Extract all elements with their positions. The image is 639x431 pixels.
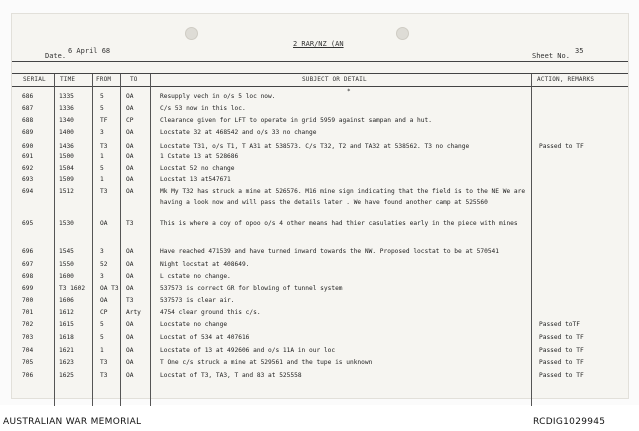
table-row — [12, 271, 628, 282]
from-cell: T3 — [100, 143, 108, 150]
to-cell: OA — [126, 334, 134, 341]
from-cell: T3 — [100, 188, 108, 195]
sheet-value: 35 — [575, 47, 584, 55]
column-header-time: TIME — [60, 76, 76, 83]
punch-hole-right — [396, 27, 409, 40]
action-cell: Passed toTF — [539, 321, 580, 328]
serial-cell: 697 — [22, 261, 34, 268]
serial-cell: 700 — [22, 297, 34, 304]
time-cell: T3 1602 — [59, 285, 86, 292]
subject-cell: T One c/s struck a mine at 529561 and the tupe is unknown — [160, 359, 373, 366]
table-row — [12, 127, 628, 138]
time-cell: 1500 — [59, 153, 74, 160]
to-cell: OA — [126, 176, 134, 183]
table-row — [12, 332, 628, 343]
from-cell: OA — [100, 297, 108, 304]
table-row — [12, 345, 628, 356]
table-row — [12, 151, 628, 162]
to-cell: OA — [126, 143, 134, 150]
subject-cell: Have reached 471539 and have turned inward towards the NW. Proposed locstat to be at 570541 — [160, 248, 499, 255]
serial-cell: 691 — [22, 153, 34, 160]
subject-cell: Locstat of T3, TA3, T and 83 at 525558 — [160, 372, 302, 379]
action-cell: Passed to TF — [539, 334, 584, 341]
serial-cell: 695 — [22, 220, 34, 227]
time-cell: 1550 — [59, 261, 74, 268]
column-header-to: TO — [130, 76, 138, 83]
from-cell: OA T3 — [100, 285, 119, 292]
from-cell: 5 — [100, 321, 104, 328]
serial-cell: 699 — [22, 285, 34, 292]
to-cell: Arty — [126, 309, 141, 316]
time-cell: 1336 — [59, 105, 74, 112]
table-row — [12, 295, 628, 306]
archive-credit: AUSTRALIAN WAR MEMORIAL — [3, 417, 142, 427]
column-header-serial: SERIAL — [23, 76, 46, 83]
to-cell: OA — [126, 165, 134, 172]
subject-cell: Locstate T31, o/s T1, T A31 at 538573. C/s T32, T2 and TA32 at 538562. T3 no change — [160, 143, 470, 150]
from-cell: T3 — [100, 359, 108, 366]
table-row — [12, 319, 628, 330]
serial-cell: 702 — [22, 321, 34, 328]
table-row — [12, 307, 628, 318]
serial-cell: 688 — [22, 117, 34, 124]
date-value: 6 April 68 — [68, 47, 111, 55]
subject-cell: 537573 is clear air. — [160, 297, 235, 304]
to-cell: OA — [126, 372, 134, 379]
to-cell: OA — [126, 153, 134, 160]
time-cell: 1509 — [59, 176, 74, 183]
time-cell: 1512 — [59, 188, 74, 195]
serial-cell: 698 — [22, 273, 34, 280]
subject-cell: This is where a coy of opoo o/s 4 other means had thier casulaties early in the piece with mines — [160, 220, 518, 227]
action-cell: Passed to TF — [539, 143, 584, 150]
to-cell: OA — [126, 105, 134, 112]
time-cell: 1612 — [59, 309, 74, 316]
subject-cell: Locstat of 534 at 407616 — [160, 334, 250, 341]
to-cell: OA — [126, 273, 134, 280]
subject-cell: C/s 53 now in this loc. — [160, 105, 246, 112]
log-sheet — [11, 13, 629, 399]
table-row — [12, 103, 628, 114]
document-id: RCDIG1029945 — [533, 417, 606, 427]
punch-hole-left — [185, 27, 198, 40]
subject-cell: Resupply vech in o/s 5 loc now. — [160, 93, 276, 100]
serial-cell: 705 — [22, 359, 34, 366]
column-header-rule — [12, 86, 628, 87]
subject-cell: 1 Cstate 13 at 528686 — [160, 153, 239, 160]
column-header-from: FROM — [96, 76, 112, 83]
to-cell: OA — [126, 359, 134, 366]
to-cell: OA — [126, 285, 134, 292]
from-cell: 52 — [100, 261, 108, 268]
from-cell: 5 — [100, 334, 104, 341]
from-cell: 5 — [100, 105, 104, 112]
from-cell: 3 — [100, 248, 104, 255]
header-bottom-rule — [12, 73, 628, 74]
subject-cell: 537573 is correct GR for blowing of tunnel system — [160, 285, 343, 292]
to-cell: T3 — [126, 220, 134, 227]
time-cell: 1621 — [59, 347, 74, 354]
from-cell: 1 — [100, 176, 104, 183]
serial-cell: 687 — [22, 105, 34, 112]
to-cell: T3 — [126, 297, 134, 304]
time-cell: 1436 — [59, 143, 74, 150]
serial-cell: 696 — [22, 248, 34, 255]
from-cell: 3 — [100, 273, 104, 280]
table-row — [12, 186, 628, 206]
from-cell: TF — [100, 117, 108, 124]
action-cell: Passed to TF — [539, 359, 584, 366]
subject-cell: Locstate of 13 at 492606 and o/s 11A in our loc — [160, 347, 336, 354]
to-cell: CP — [126, 117, 134, 124]
date-label: Date. — [45, 52, 67, 60]
subject-cell: Locstate 32 at 468542 and o/s 33 no change — [160, 129, 317, 136]
table-row — [12, 218, 628, 229]
from-cell: T3 — [100, 372, 108, 379]
time-cell: 1335 — [59, 93, 74, 100]
subject-cell: Locstate no change — [160, 321, 228, 328]
subject-mark: * — [347, 88, 351, 95]
subject-cell: Night locstat at 408649. — [160, 261, 250, 268]
table-row — [12, 283, 628, 294]
table-row — [12, 91, 628, 102]
subject-cell: Locstat 52 no change — [160, 165, 235, 172]
to-cell: OA — [126, 347, 134, 354]
table-row — [12, 163, 628, 174]
column-header-subject: SUBJECT OR DETAIL — [302, 76, 367, 83]
serial-cell: 694 — [22, 188, 34, 195]
table-row — [12, 115, 628, 126]
action-cell: Passed to TF — [539, 347, 584, 354]
serial-cell: 689 — [22, 129, 34, 136]
time-cell: 1606 — [59, 297, 74, 304]
time-cell: 1623 — [59, 359, 74, 366]
time-cell: 1545 — [59, 248, 74, 255]
serial-cell: 693 — [22, 176, 34, 183]
subject-cell: L cstate no change. — [160, 273, 231, 280]
subject-cell: 4754 clear ground this c/s. — [160, 309, 261, 316]
table-row — [12, 174, 628, 185]
to-cell: OA — [126, 93, 134, 100]
table-row — [12, 357, 628, 368]
time-cell: 1400 — [59, 129, 74, 136]
from-cell: 3 — [100, 129, 104, 136]
serial-cell: 703 — [22, 334, 34, 341]
time-cell: 1618 — [59, 334, 74, 341]
action-cell: Passed to TF — [539, 372, 584, 379]
to-cell: OA — [126, 129, 134, 136]
sheet-label: Sheet No. — [532, 52, 570, 60]
subject-cell: Clearance given for LFT to operate in grid 5959 against sampan and a hut. — [160, 117, 432, 124]
column-header-action: ACTION, REMARKS — [537, 76, 595, 83]
from-cell: CP — [100, 309, 108, 316]
subject-cell: Mk My T32 has struck a mine at 526576. M16 mine sign indicating that the field is to the NE We are having a look now and will pass the details later . We have found another camp at 525560 — [160, 188, 526, 206]
serial-cell: 704 — [22, 347, 34, 354]
table-row — [12, 246, 628, 257]
serial-cell: 692 — [22, 165, 34, 172]
from-cell: 1 — [100, 153, 104, 160]
serial-cell: 701 — [22, 309, 34, 316]
from-cell: OA — [100, 220, 108, 227]
time-cell: 1340 — [59, 117, 74, 124]
serial-cell: 706 — [22, 372, 34, 379]
table-row — [12, 370, 628, 381]
time-cell: 1625 — [59, 372, 74, 379]
table-row — [12, 259, 628, 270]
serial-cell: 686 — [22, 93, 34, 100]
to-cell: OA — [126, 321, 134, 328]
to-cell: OA — [126, 248, 134, 255]
to-cell: OA — [126, 261, 134, 268]
header-top-rule — [12, 61, 628, 62]
from-cell: 5 — [100, 93, 104, 100]
time-cell: 1504 — [59, 165, 74, 172]
time-cell: 1530 — [59, 220, 74, 227]
to-cell: OA — [126, 188, 134, 195]
time-cell: 1600 — [59, 273, 74, 280]
subject-cell: Locstat 13 at547671 — [160, 176, 231, 183]
time-cell: 1615 — [59, 321, 74, 328]
unit-heading: 2 RAR/NZ (AN — [293, 40, 344, 48]
serial-cell: 690 — [22, 143, 34, 150]
from-cell: 5 — [100, 165, 104, 172]
from-cell: 1 — [100, 347, 104, 354]
